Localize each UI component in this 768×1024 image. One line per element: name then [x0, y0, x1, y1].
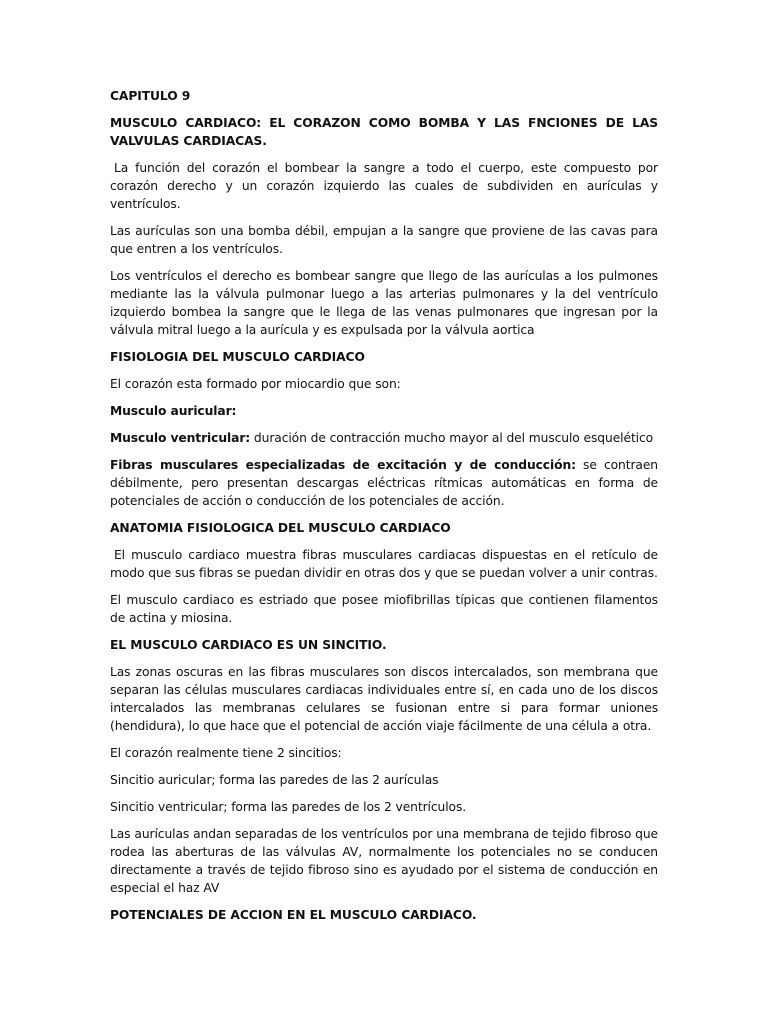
- section-heading-potenciales: POTENCIALES DE ACCION EN EL MUSCULO CARDIACO.: [110, 908, 477, 922]
- paragraph-auricular: [110, 402, 658, 420]
- text-fibras: se contraen débilmente, pero presentan descargas eléctricas rítmicas automáticas en forma de potenciales de acción o conducción de los potenciales de acción.: [110, 458, 658, 508]
- paragraph-miocardio: El corazón esta formado por miocardio que son:: [110, 377, 401, 391]
- chapter-heading: CAPITULO 9: [110, 89, 191, 103]
- section-heading-sincitio: EL MUSCULO CARDIACO ES UN SINCITIO.: [110, 638, 387, 652]
- text-ventricular: duración de contracción mucho mayor al del musculo esquelético: [250, 431, 654, 445]
- paragraph-heart-function: La función del corazón el bombear la sangre a todo el cuerpo, este compuesto por corazón derecho y un corazón izquierdo las cuales de subdividen en aurículas y ventrículos.: [110, 161, 658, 211]
- section-heading-anatomia: ANATOMIA FISIOLOGICA DEL MUSCULO CARDIACO: [110, 521, 451, 535]
- section-heading-fisiologia: FISIOLOGIA DEL MUSCULO CARDIACO: [110, 350, 365, 364]
- paragraph-sincitio-ventricular: Sincitio ventricular; forma las paredes de los 2 ventrículos.: [110, 800, 467, 814]
- paragraph-atria: Las aurículas son una bomba débil, empujan a la sangre que proviene de las cavas para que entren a los ventrículos.: [110, 224, 658, 256]
- label-ventricular: Musculo ventricular:: [110, 431, 251, 445]
- document-title: MUSCULO CARDIACO: EL CORAZON COMO BOMBA Y LAS FNCIONES DE LAS VALVULAS CARDIACAS.: [110, 116, 658, 148]
- paragraph-discos: Las zonas oscuras en las fibras musculares son discos intercalados, son membrana que separan las células musculares cardiacas individuales entre sí, en cada uno de los discos intercalados las membranas celulares se fusionan entre si para formar uniones (hendidura), lo que hace que el potencial de acción viaje fácilmente de una célula a otra.: [110, 665, 658, 733]
- paragraph-ventricles: Los ventrículos el derecho es bombear sangre que llego de las aurículas a los pulmones mediante las la válvula pulmonar luego a las arterias pulmonares y la del ventrículo izquierdo bombea la sangre que le llega de las venas pulmonares que ingresan por la válvula mitral luego a la aurícula y es expulsada por la válvula aortica: [110, 269, 658, 337]
- label-fibras: Fibras musculares especializadas de excitación y de conducción:: [110, 458, 576, 472]
- paragraph-sincitios: El corazón realmente tiene 2 sincitios:: [110, 746, 342, 760]
- paragraph-tejido-fibroso: Las aurículas andan separadas de los ventrículos por una membrana de tejido fibroso que rodea las aberturas de las válvulas AV, normalmente los potenciales no se conducen directamente a través de tejido fibroso sino es ayudado por el sistema de conducción en especial el haz AV: [110, 827, 658, 895]
- paragraph-fibras: [110, 456, 658, 510]
- label-auricular: Musculo auricular:: [110, 404, 237, 418]
- paragraph-ventricular: [110, 429, 658, 447]
- paragraph-reticulo: El musculo cardiaco muestra fibras musculares cardiacas dispuestas en el retículo de modo que sus fibras se puedan dividir en otras dos y que se puedan volver a unir contras.: [110, 548, 658, 580]
- paragraph-estriado: El musculo cardiaco es estriado que posee miofibrillas típicas que contienen filamentos de actina y miosina.: [110, 593, 658, 625]
- paragraph-sincitio-auricular: Sincitio auricular; forma las paredes de las 2 aurículas: [110, 773, 439, 787]
